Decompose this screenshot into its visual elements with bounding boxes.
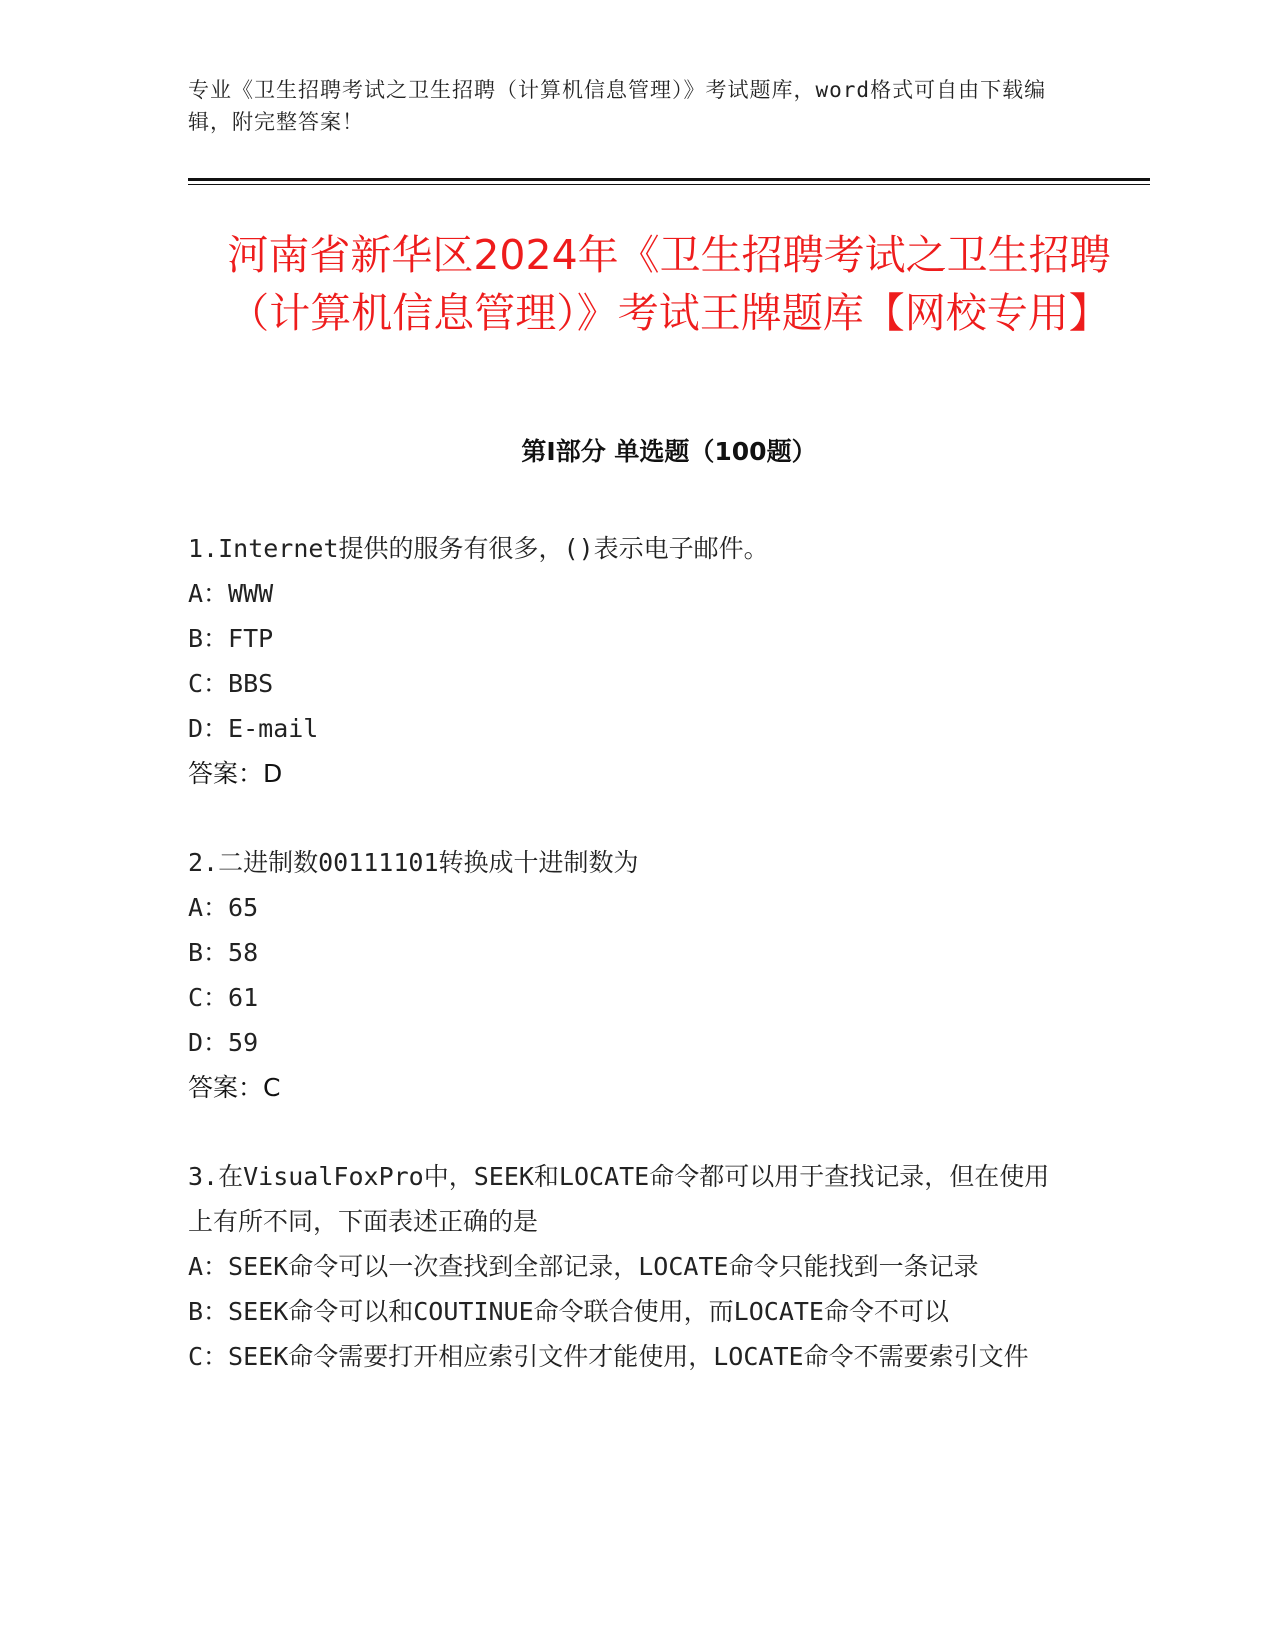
option-c: C：61 (188, 983, 259, 1012)
question-stem: 1.Internet提供的服务有很多，()表示电子邮件。 (188, 534, 769, 563)
question-stem: 3.在VisualFoxPro中，SEEK和LOCATE命令都可以用于查找记录，但在使用上有所不同，下面表述正确的是 (188, 1162, 1050, 1236)
section-heading: 第I部分 单选题（100题） (521, 437, 817, 466)
option-c: C：BBS (188, 669, 274, 698)
question-1 (188, 526, 1058, 796)
option-a: A：65 (188, 893, 259, 922)
answer: 答案：D (188, 759, 283, 788)
option-a: A：WWW (188, 579, 274, 608)
option-c: C：SEEK命令需要打开相应索引文件才能使用，LOCATE命令不需要索引文件 (188, 1342, 1029, 1371)
question-list (188, 526, 1058, 1423)
answer: 答案：C (188, 1073, 281, 1102)
option-b: B：58 (188, 938, 259, 967)
option-b: B：SEEK命令可以和COUTINUE命令联合使用，而LOCATE命令不可以 (188, 1297, 949, 1326)
question-stem: 2.二进制数00111101转换成十进制数为 (188, 848, 639, 877)
header-note: 专业《卫生招聘考试之卫生招聘（计算机信息管理）》考试题库，word格式可自由下载编辑，附完整答案！ (188, 78, 1047, 134)
document-title: 河南省新华区2024年《卫生招聘考试之卫生招聘（计算机信息管理）》考试王牌题库【网校专用】 (227, 231, 1111, 337)
option-d: D：59 (188, 1028, 259, 1057)
option-d: D：E-mail (188, 714, 319, 743)
header-rule-thin (188, 184, 1150, 185)
question-2 (188, 840, 1058, 1110)
header-rule-thick (188, 178, 1150, 181)
option-b: B：FTP (188, 624, 274, 653)
option-a: A：SEEK命令可以一次查找到全部记录，LOCATE命令只能找到一条记录 (188, 1252, 979, 1281)
question-3 (188, 1154, 1058, 1379)
